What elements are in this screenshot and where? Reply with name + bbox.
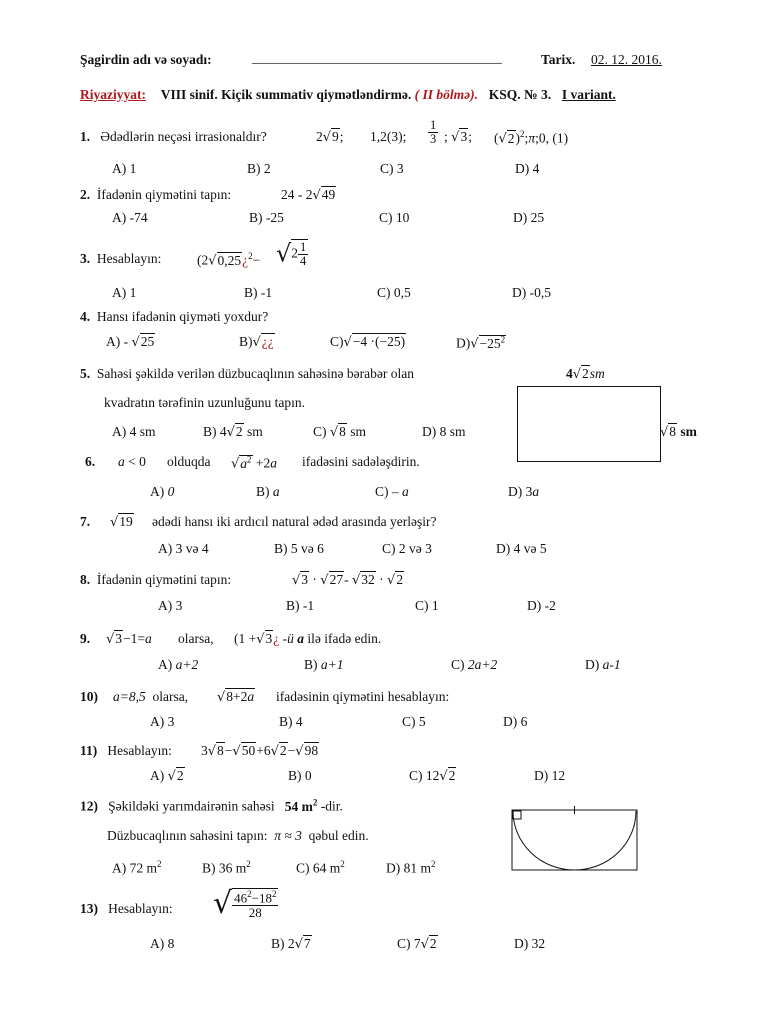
q6-condition: a < 0 — [118, 454, 146, 469]
q5-top-label: 4√2sm — [566, 366, 605, 382]
q11-option-b[interactable]: B) 0 — [288, 768, 312, 783]
q2-option-c[interactable]: C) 10 — [379, 210, 410, 225]
q10-option-c[interactable]: C) 5 — [402, 714, 426, 729]
q12-semicircle-arc — [513, 811, 636, 870]
q9-option-a[interactable]: A) a+2 — [158, 657, 199, 672]
q2-expr: 24 - 2√49 — [281, 187, 336, 203]
q1-expr-4: $(√2)^2;\pi;0$, (1) — [494, 129, 569, 147]
q4-option-c[interactable]: C)√−4 ·(−25) — [330, 334, 406, 350]
question-6: 6. — [85, 454, 96, 469]
q7-option-a[interactable]: A) 3 və 4 — [158, 541, 209, 556]
question-text: Ədədlərin neçəsi irrasionaldır? — [100, 129, 267, 144]
subject-label: Riyaziyyat: — [80, 87, 146, 102]
q4-option-a[interactable]: A) - √25 — [106, 334, 155, 350]
q6-option-a[interactable]: A) 0 — [150, 484, 175, 499]
q1-option-a[interactable]: A) 1 — [112, 161, 137, 176]
q1-option-b[interactable]: B) 2 — [247, 161, 271, 176]
student-name-label: Şagirdin adı və soyadı: — [80, 52, 212, 67]
q5-option-d[interactable]: D) 8 sm — [422, 424, 466, 439]
q13-option-c[interactable]: C) 7√2 — [397, 936, 437, 952]
q12-option-a[interactable]: A) 72 $m^2$ — [112, 859, 162, 876]
q5-option-b[interactable]: B) 4√2 sm — [203, 424, 263, 440]
question-1 — [80, 129, 267, 145]
q10-expr: √8+2a — [217, 689, 255, 705]
q12-semicircle-figure — [510, 803, 640, 873]
student-name-line[interactable]: _____________________________________ — [252, 50, 502, 65]
q3-option-a[interactable]: A) 1 — [112, 285, 137, 300]
q7-text: ədədi hansı iki ardıcıl natural ədəd arasında yerləşir? — [152, 514, 437, 529]
q13-option-d[interactable]: D) 32 — [514, 936, 546, 951]
q2-option-b[interactable]: B) -25 — [249, 210, 284, 225]
question-12: 12) Şəkildəki yarımdairənin sahəsi 54 $m^2$ -dir. — [80, 797, 343, 814]
q10-text-2: ifadəsinin qiymətini hesablayın: — [276, 689, 450, 704]
q1-option-d[interactable]: D) 4 — [515, 161, 540, 176]
q7-option-d[interactable]: D) 4 və 5 — [496, 541, 547, 556]
question-2: 2. İfadənin qiymətini tapın: — [80, 187, 232, 202]
q9-condition: √3−1=a — [106, 631, 152, 647]
q12-right-angle-mark — [513, 811, 521, 819]
q10-condition: a=8,5 olarsa, — [113, 689, 189, 704]
q7-option-b[interactable]: B) 5 və 6 — [274, 541, 324, 556]
q13-option-b[interactable]: B) 2√7 — [271, 936, 311, 952]
q6-option-c[interactable]: C) – a — [375, 484, 409, 499]
question-10: 10) — [80, 689, 98, 704]
q1-expr-3: ; √3; — [444, 129, 472, 145]
q4-option-d[interactable]: $D)√-25^2$ — [456, 334, 506, 352]
q8-option-a[interactable]: A) 3 — [158, 598, 183, 613]
q6-text: olduqda — [167, 454, 211, 469]
q10-option-d[interactable]: D) 6 — [503, 714, 528, 729]
date-value: 02. 12. 2016. — [591, 52, 662, 67]
q6-option-b[interactable]: B) a — [256, 484, 280, 499]
q12-rectangle — [512, 810, 637, 870]
q3-option-c[interactable]: C) 0,5 — [377, 285, 411, 300]
q11-expr: 3√8−√50+6√2−√98 — [201, 743, 319, 759]
question-4: 4. Hansı ifadənin qiyməti yoxdur? — [80, 309, 269, 324]
question-3: 3. Hesablayın: — [80, 251, 162, 266]
q9-option-d[interactable]: D) a-1 — [585, 657, 621, 672]
q5-option-a[interactable]: A) 4 sm — [112, 424, 156, 439]
title-part: ( II bölmə). — [414, 87, 478, 102]
q12-option-c[interactable]: C) 64 $m^2$ — [296, 859, 345, 876]
q6-text-2: ifadəsini sadələşdirin. — [302, 454, 420, 469]
question-5: 5. Sahəsi şəkildə verilən düzbucaqlının sahəsinə bərabər olan — [80, 366, 415, 381]
q9-text-1: olarsa, — [178, 631, 214, 646]
page-title — [80, 87, 616, 103]
q11-option-d[interactable]: D) 12 — [534, 768, 566, 783]
q7-expr: √19 — [110, 514, 133, 530]
q1-expr-2: 1,2(3); — [370, 129, 407, 144]
q8-option-b[interactable]: B) -1 — [286, 598, 315, 613]
q12-option-d[interactable]: D) 81 $m^2$ — [386, 859, 436, 876]
date-label: Tarix. — [541, 52, 576, 67]
q10-option-a[interactable]: A) 3 — [150, 714, 175, 729]
title-ksq: KSQ. № 3. — [488, 87, 552, 102]
q7-option-c[interactable]: C) 2 və 3 — [382, 541, 432, 556]
question-13: 13) Hesablayın: — [80, 901, 173, 916]
question-number: 1. — [80, 129, 91, 144]
q9-expr: (1 +√3¿ -ü a ilə ifadə edin. — [234, 631, 382, 647]
title-variant: I variant. — [561, 87, 616, 102]
q8-option-d[interactable]: D) -2 — [527, 598, 556, 613]
question-11: 11) Hesablayın: — [80, 743, 172, 758]
question-9: 9. — [80, 631, 91, 646]
q13-expr: √ $\frac{46^2-18^2}{28}$ — [213, 886, 277, 921]
q3-radical: √2 $\frac{1}{4}$ — [276, 239, 307, 269]
q10-option-b[interactable]: B) 4 — [279, 714, 303, 729]
q11-option-c[interactable]: C) 12√2 — [409, 768, 456, 784]
q1-expr-1: 2√9; — [316, 129, 344, 145]
q8-option-c[interactable]: C) 1 — [415, 598, 439, 613]
q5-option-c[interactable]: C) √8 sm — [313, 424, 367, 440]
q3-option-d[interactable]: D) -0,5 — [512, 285, 551, 300]
q1-option-c[interactable]: C) 3 — [380, 161, 404, 176]
q2-option-d[interactable]: D) 25 — [513, 210, 545, 225]
title-main: VIII sinif. Kiçik summativ qiymətləndirmə. — [160, 87, 412, 102]
q5-side-label: √8 sm — [660, 424, 697, 440]
q1-fraction: $\frac{1}{3}$ — [430, 118, 437, 147]
q6-expr: $√a^2 +2a$ — [231, 454, 278, 472]
q2-option-a[interactable]: A) -74 — [112, 210, 148, 225]
question-7: 7. — [80, 514, 91, 529]
q5-text-2: kvadratın tərəfinin uzunluğunu tapın. — [104, 395, 305, 410]
question-8: 8. İfadənin qiymətini tapın: — [80, 572, 232, 587]
q3-expr: (2√0,25¿$^2$− — [197, 251, 261, 269]
q5-rectangle — [517, 386, 661, 462]
q11-option-a[interactable]: A) √2 — [150, 768, 184, 784]
q3-option-b[interactable]: B) -1 — [244, 285, 273, 300]
q9-option-b[interactable]: B) a+1 — [304, 657, 344, 672]
q12-option-b[interactable]: B) 36 $m^2$ — [202, 859, 251, 876]
q4-option-b[interactable]: B)√¿¿ — [239, 334, 274, 350]
q12-text-2: Düzbucaqlının sahəsini tapın: π ≈ 3 qəbul edin. — [107, 828, 369, 843]
q8-expr: √3 · √27- √32 · √2 — [292, 572, 404, 588]
q9-option-c[interactable]: C) 2a+2 — [451, 657, 498, 672]
q13-option-a[interactable]: A) 8 — [150, 936, 175, 951]
q6-option-d[interactable]: D) 3a — [508, 484, 540, 499]
